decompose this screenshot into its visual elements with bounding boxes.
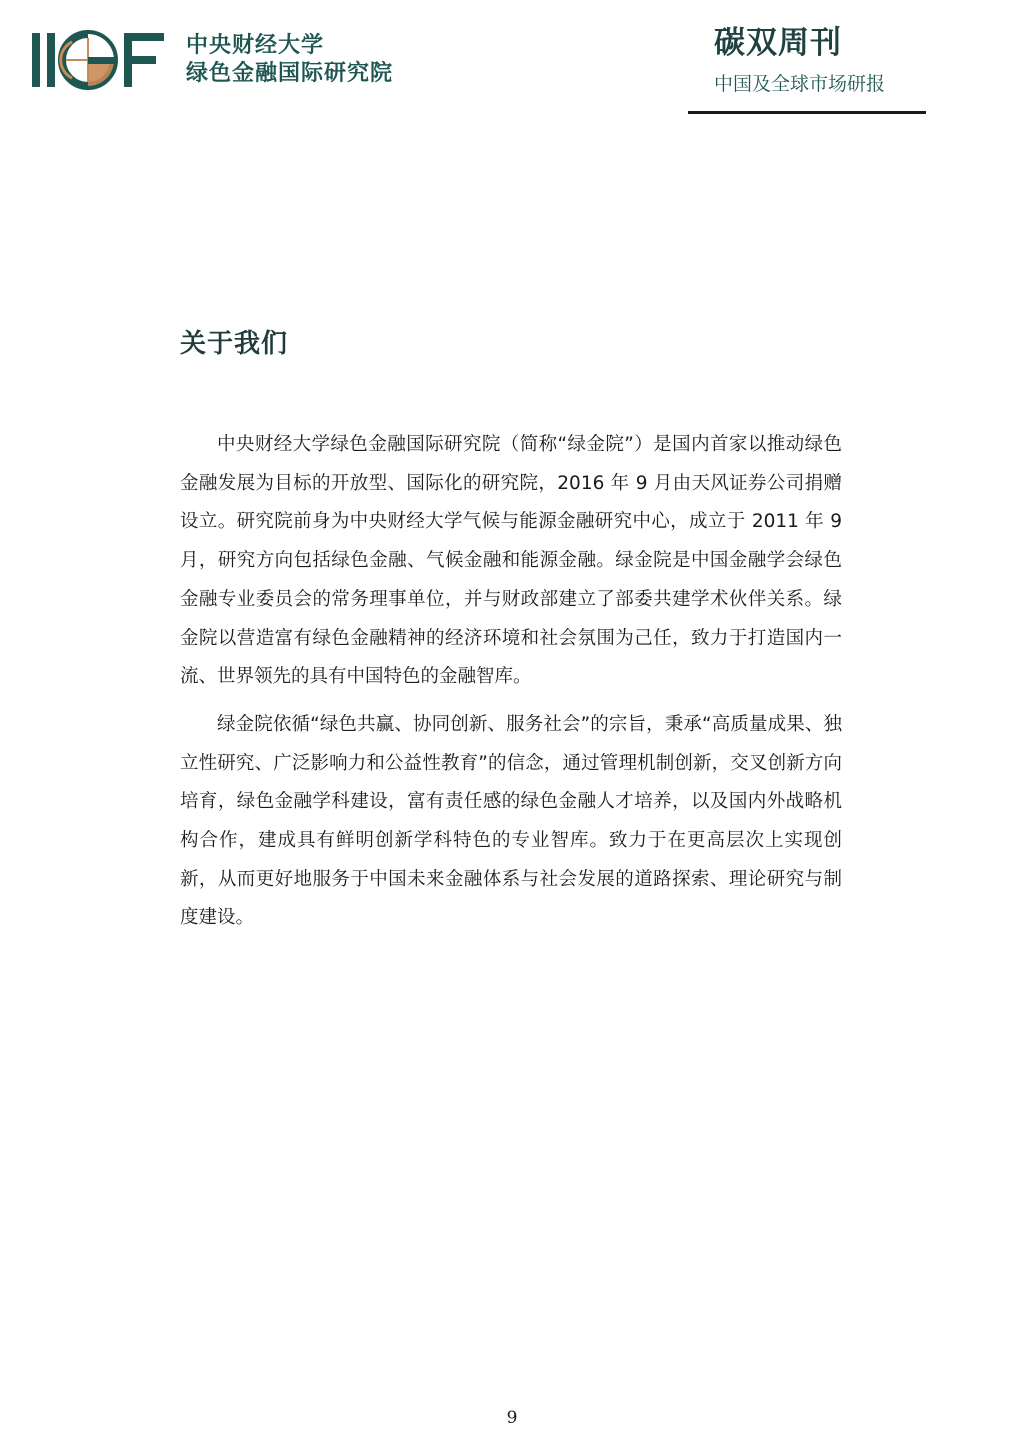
- institute-logo: [32, 30, 393, 90]
- institute-name: [186, 32, 393, 88]
- publication-title: 碳双周刊: [714, 25, 842, 61]
- publication-subtitle: 中国及全球市场研报: [714, 73, 886, 95]
- institute-name-line2: 绿色金融国际研究院: [186, 61, 394, 86]
- about-us-body: [180, 426, 842, 938]
- header-divider: [688, 111, 926, 114]
- section-title: 关于我们: [180, 329, 289, 359]
- institute-name-line1: 中央财经大学: [186, 33, 325, 58]
- page-number: 9: [506, 1408, 518, 1428]
- paragraph: 中央财经大学绿色金融国际研究院（简称“绿金院”）是国内首家以推动绿色金融发展为目标的开放型、国际化的研究院，2016 年 9 月由天风证券公司捐赠设立。研究院前身为中央财经大学气候与能源金融研究中心，成立于 2011 年 9 月，研究方向包括绿色金融、气候金融和能源金融。绿金院是中国金融学会绿色金融专业委员会的常务理事单位，并与财政部建立了部委共建学术伙伴关系。绿金院以营造富有绿色金融精神的经济环境和社会氛围为己任，致力于打造国内一流、世界领先的具有中国特色的金融智库。: [180, 434, 842, 688]
- iigf-logo-icon: [32, 30, 168, 90]
- publication-header: [688, 22, 926, 114]
- paragraph: 绿金院依循“绿色共赢、协同创新、服务社会”的宗旨，秉承“高质量成果、独立性研究、广泛影响力和公益性教育”的信念，通过管理机制创新，交叉创新方向培育，绿色金融学科建设，富有责任感的绿色金融人才培养，以及国内外战略机构合作，建成具有鲜明创新学科特色的专业智库。致力于在更高层次上实现创新，从而更好地服务于中国未来金融体系与社会发展的道路探索、理论研究与制度建设。: [180, 713, 842, 929]
